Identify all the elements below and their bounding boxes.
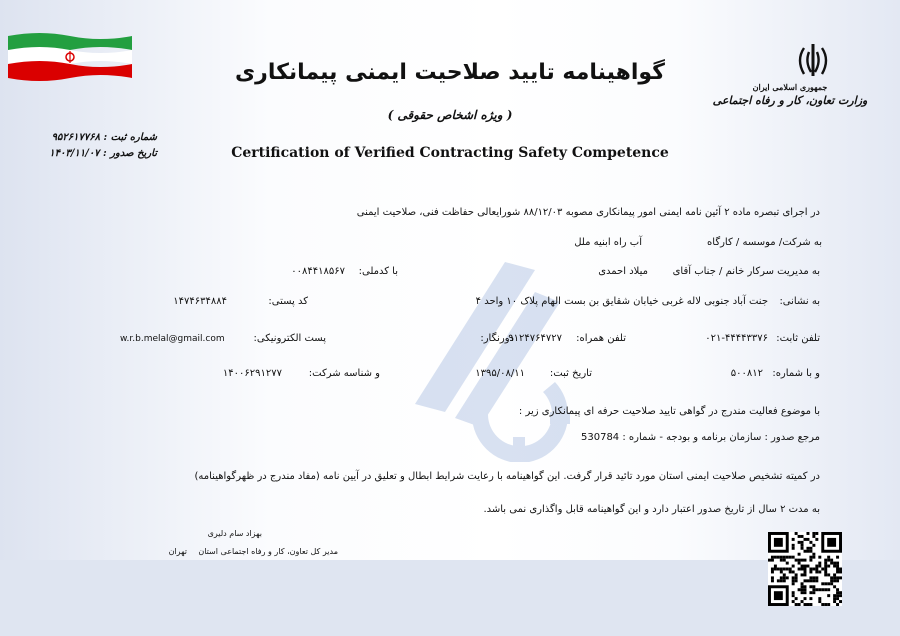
manager-label: به مدیریت سرکار خانم / جناب آقای [672,266,820,277]
phone-value: ۰۲۱-۴۴۴۴۳۳۷۶ [705,333,768,344]
reg-date-label: تاریخ ثبت: [549,368,592,379]
email-value: w.r.b.melal@gmail.com [120,334,225,344]
manager-value: میلاد احمدی [598,266,648,277]
issue-date: تاریخ صدور : ۱۴۰۳/۱۱/۰۷ [49,148,157,159]
watermark-logo-icon [385,262,585,462]
validity-text: به مدت ۲ سال از تاریخ صدور اعتبار دارد و این گواهینامه قابل واگذاری نمی باشد. [483,504,820,515]
address-value: جنت آباد جنوبی لاله غربی خیابان شقایق بن بست الهام پلاک ۱۰ واحد ۴ [475,296,768,307]
country-name: جمهوری اسلامی ایران [752,82,828,92]
mobile-label: تلفن همراه: [576,333,626,344]
national-code-label: با کدملی: [358,266,398,277]
postal-code-value: ۱۴۷۴۶۳۴۸۸۴ [173,296,227,307]
company-id-value: ۱۴۰۰۶۲۹۱۲۷۷ [222,368,282,379]
company-label: به شرکت/ موسسه / کارگاه [707,237,822,248]
national-code-value: ۰۰۸۴۴۱۸۵۶۷ [291,266,345,277]
address-label: به نشانی: [779,296,820,307]
certificate-title-fa: گواهینامه تایید صلاحیت ایمنی پیمانکاری [235,60,665,85]
number-value: ۵۰۰۸۱۲ [730,368,763,379]
committee-text: در کمیته تشخیص صلاحیت ایمنی استان مورد تائید قرار گرفت. این گواهینامه با رعایت شرایط ابطال و تعلیق در آیین نامه (مفاد مندرج در ظهرگواهینامه) [194,471,820,482]
registration-number: شماره ثبت : ۹۵۲۶۱۷۷۶۸ [51,132,157,143]
certificate-subtitle: ( ویژه اشخاص حقوقی ) [387,108,513,122]
activity-text: با موضوع فعالیت مندرج در گواهی تایید صلاحیت حرفه ای پیمانکاری زیر : [518,406,820,417]
fax-label: دورنگار: [480,333,514,344]
reg-date-value: ۱۳۹۵/۰۸/۱۱ [475,368,525,379]
number-label: و با شماره: [772,368,820,379]
company-value: آب راه ابنیه ملل [574,237,642,248]
phone-label: تلفن ثابت: [776,333,820,344]
signatory-name: بهزاد سام دلیری [207,529,262,538]
certificate-title-en: Certification of Verified Contracting Safety Competence [231,145,669,161]
iran-emblem-icon [792,42,834,80]
intro-text: در اجرای تبصره ماده ۲ آئین نامه ایمنی امور پیمانکاری مصوبه ۸۸/۱۲/۰۳ شورایعالی حفاظت فنی، صلاحیت ایمنی [356,207,820,218]
signatory-title: مدیر کل تعاون، کار و رفاه اجتماعی استان [198,547,338,556]
signatory-province: تهران [168,547,187,556]
postal-code-label: کد پستی: [268,296,308,307]
ministry-name: وزارت تعاون، کار و رفاه اجتماعی [712,94,868,107]
company-id-label: و شناسه شرکت: [308,368,380,379]
email-label: پست الکترونیکی: [253,333,326,344]
qr-code-icon[interactable] [768,532,842,606]
ministry-block [710,82,870,107]
registration-block [22,130,157,162]
mobile-value: ۹۱۲۴۷۶۴۷۲۷ [508,333,562,344]
reference-text: مرجع صدور : سازمان برنامه و بودجه - شماره : 530784 [581,432,820,443]
iran-flag-icon [6,30,134,82]
